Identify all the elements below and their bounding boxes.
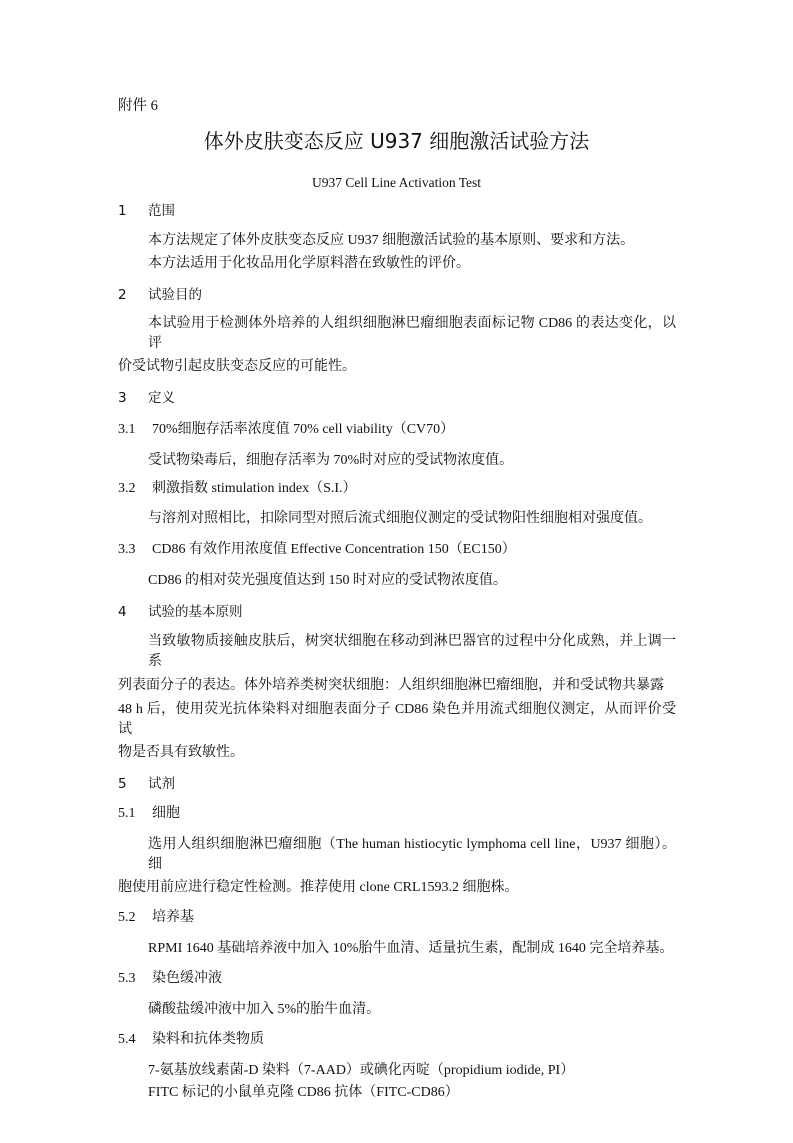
paragraph-line: 本方法规定了体外皮肤变态反应 U937 细胞激活试验的基本原则、要求和方法。: [148, 233, 635, 248]
paragraph-line: 物是否具有致敏性。: [118, 745, 244, 760]
paragraph-line: 胞使用前应进行稳定性检测。推荐使用 clone CRL1593.2 细胞株。: [118, 880, 519, 895]
subsection-3-3-heading: 3.3 CD86 有效作用浓度值 Effective Concentration 150（EC150）: [118, 542, 516, 557]
document-title: 体外皮肤变态反应 U937 细胞激活试验方法: [203, 129, 590, 153]
paragraph-line: FITC 标记的小鼠单克隆 CD86 抗体（FITC-CD86）: [148, 1085, 459, 1100]
section-5-heading: 5 试剂: [118, 776, 175, 792]
document-subtitle: U937 Cell Line Activation Test: [311, 175, 482, 190]
subsection-5-3-heading: 5.3 染色缓冲液: [118, 971, 222, 986]
paragraph-line: CD86 的相对荧光强度值达到 150 时对应的受试物浓度值。: [148, 573, 507, 588]
subsection-5-2-heading: 5.2 培养基: [118, 910, 194, 925]
paragraph-line: 本试验用于检测体外培养的人组织细胞淋巴瘤细胞表面标记物 CD86 的表达变化，以评: [148, 316, 676, 351]
section-3-heading: 3 定义: [118, 390, 175, 406]
section-1-heading: 1 范围: [118, 203, 175, 219]
subsection-3-2-heading: 3.2 刺激指数 stimulation index（S.I.）: [118, 481, 357, 496]
subsection-3-1-heading: 3.1 70%细胞存活率浓度值 70% cell viability（CV70）: [118, 422, 455, 437]
paragraph-line: 本方法适用于化妆品用化学原料潜在致敏性的评价。: [148, 256, 470, 271]
section-2-heading: 2 试验目的: [118, 287, 202, 303]
paragraph-line: 磷酸盐缓冲液中加入 5%的胎牛血清。: [148, 1002, 381, 1017]
subsection-5-4-heading: 5.4 染料和抗体类物质: [118, 1032, 264, 1047]
paragraph-line: 48 h 后，使用荧光抗体染料对细胞表面分子 CD86 染色并用流式细胞仪测定，从而评价受试: [118, 702, 676, 737]
paragraph-line: 7-氨基放线素菌-D 染料（7-AAD）或碘化丙啶（propidium iodide, PI）: [148, 1063, 575, 1078]
paragraph-line: RPMI 1640 基础培养液中加入 10%胎牛血清、适量抗生素，配制成 1640 完全培养基。: [148, 941, 674, 956]
paragraph-line: 列表面分子的表达。体外培养类树突状细胞：人组织细胞淋巴瘤细胞，并和受试物共暴露: [118, 678, 664, 693]
paragraph-line: 价受试物引起皮肤变态反应的可能性。: [118, 359, 356, 374]
subsection-5-1-heading: 5.1 细胞: [118, 806, 180, 821]
paragraph-line: 与溶剂对照相比，扣除同型对照后流式细胞仪测定的受试物阳性细胞相对强度值。: [148, 511, 652, 526]
paragraph-line: 当致敏物质接触皮肤后，树突状细胞在移动到淋巴器官的过程中分化成熟，并上调一系: [148, 634, 676, 669]
section-4-heading: 4 试验的基本原则: [118, 604, 243, 620]
paragraph-line: 受试物染毒后，细胞存活率为 70%时对应的受试物浓度值。: [148, 453, 514, 468]
attachment-label: 附件 6: [118, 98, 158, 114]
paragraph-line: 选用人组织细胞淋巴瘤细胞（The human histiocytic lymphoma cell line，U937 细胞）。细: [148, 837, 676, 872]
